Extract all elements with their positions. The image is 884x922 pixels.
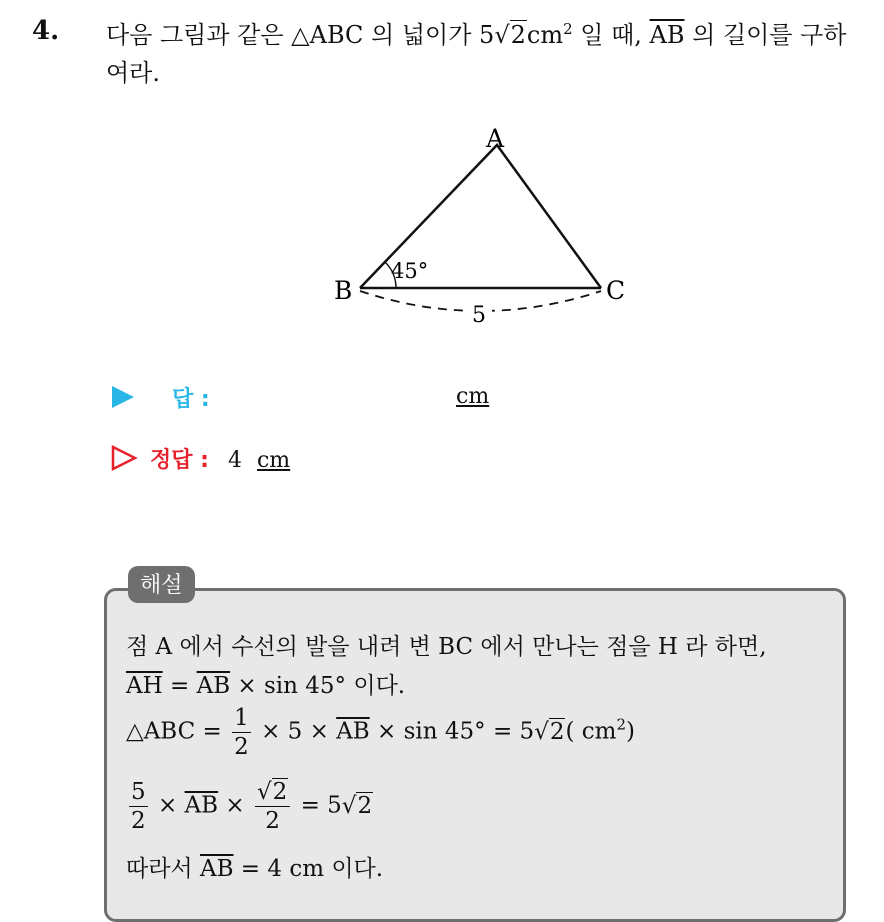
vertex-c-label: C [606,276,626,305]
sqrt-symbol: √2 [341,792,373,819]
correct-answer-row [150,443,290,474]
correct-answer-value: 4 [227,448,242,473]
vertex-a-label: A [486,124,505,153]
triangle-figure [320,115,640,330]
angle-label: 45° [391,259,429,283]
question-text: 다음 그림과 같은 △ABC 의 넓이가 $5√2cm^2$ 일 때, $\overline{AB}$ 의 길이를 구하여라. [106,16,866,92]
base-length-label: 5 [472,303,486,328]
explanation-line-2: $\overline{AH} = \overline{AB} \times \sin 45^\circ$ 이다. [126,673,406,699]
explanation-line-5: 따라서 $\overline{AB} = 4$ cm 이다. [126,856,384,882]
question-number: 4. [32,16,60,46]
explanation-line-4: $\frac{5}{2}$ × $\overline{AB}$ × $\frac{√2}{2}$ = 5√2 [131,779,373,834]
sqrt-symbol: √2 [534,718,565,745]
fraction-five-halves: $\frac{5}{2}$ [131,779,146,834]
segment-ab: $\overline{AB}$ [649,21,685,49]
explanation-tag: 해설 [128,566,195,603]
vertex-b-label: B [334,276,353,305]
answer-label: 답 : [172,387,210,412]
fraction-one-half: $\frac{1}{2}$ [234,705,249,760]
correct-answer-icon [110,444,138,472]
answer-play-icon [110,384,136,410]
fraction-root2-halves: $\frac{√2}{2}$ [255,778,290,835]
sqrt-symbol: √2 [494,21,526,49]
correct-answer-label: 정답 : [150,448,209,473]
answer-unit: cm [456,384,490,409]
answer-row [172,382,210,413]
correct-answer-unit: cm [256,448,291,473]
explanation-line-3: △ABC = $\frac{1}{2}$ × $5 \times \overline{AB} \times \sin 45^\circ = 5√2$( $cm^2$) [126,705,635,760]
explanation-line-1: 점 A 에서 수선의 발을 내려 변 BC 에서 만나는 점을 H 라 하면, [126,634,767,660]
